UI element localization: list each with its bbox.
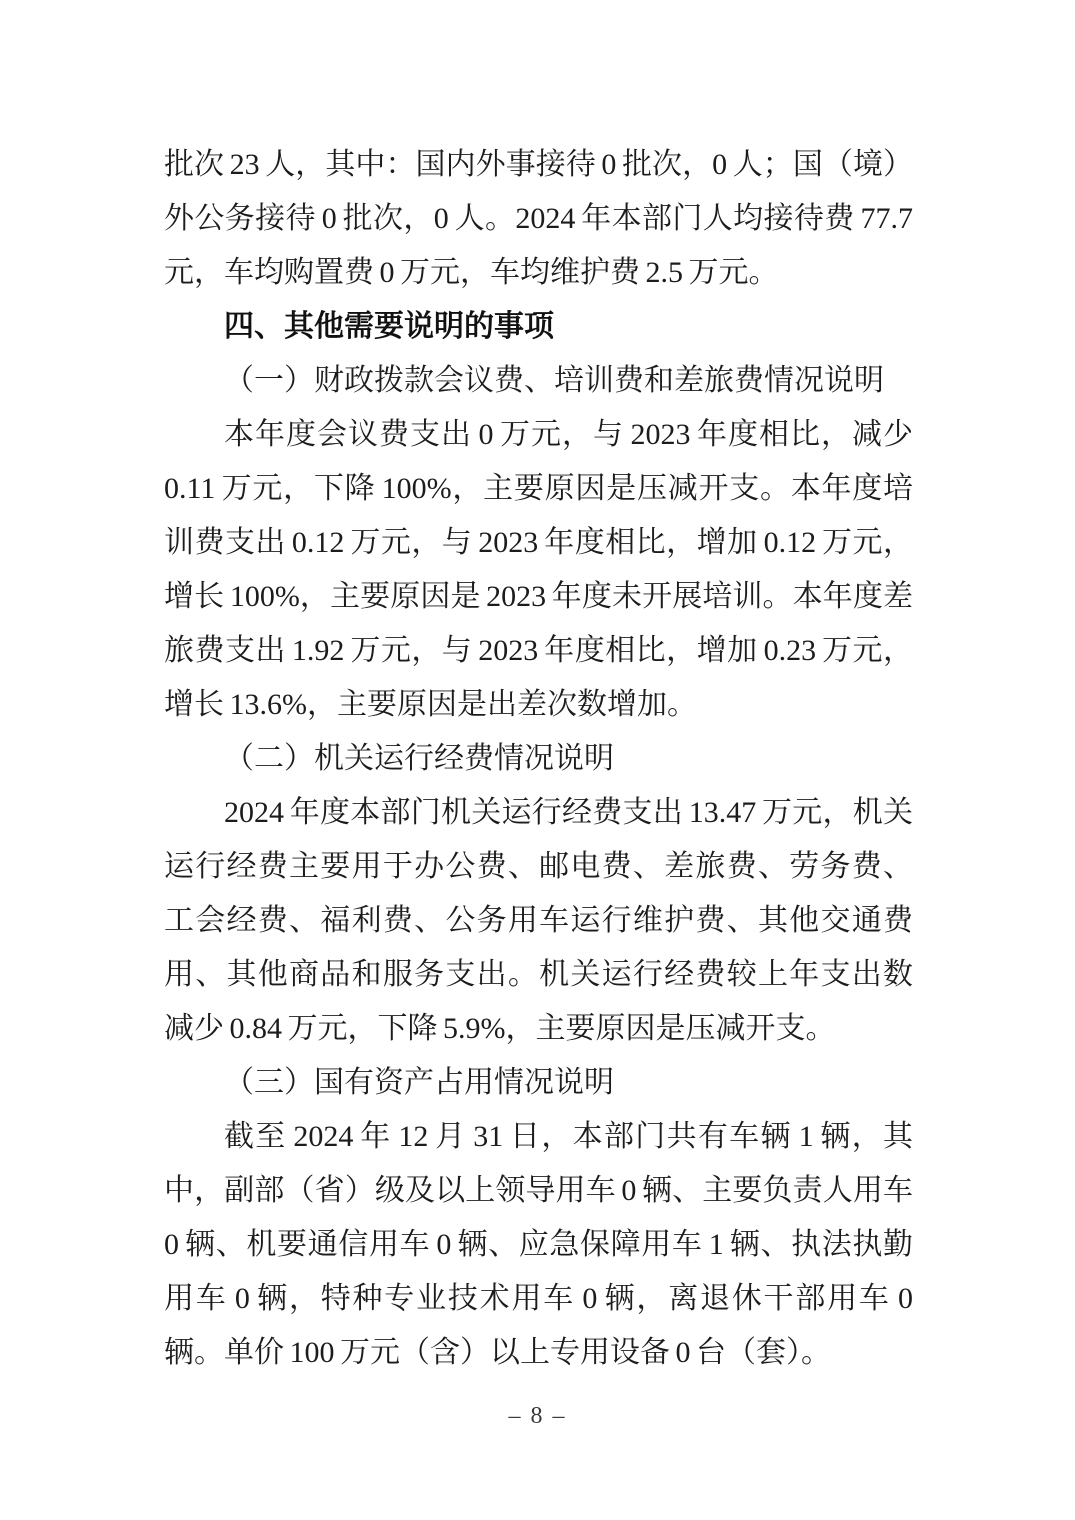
page-number: – 8 – xyxy=(508,1403,567,1429)
subsection-heading-meeting-training-travel-fees: （一）财政拨款会议费、培训费和差旅费情况说明 xyxy=(224,364,884,397)
subsection-heading-operating-expenses: （二）机关运行经费情况说明 xyxy=(224,742,614,775)
paragraph-operating-expenses: 2024 年度本部门机关运行经费支出 13.47 万元，机关运行经费主要用于办公费、邮电费、差旅费、劳务费、工会经费、福利费、公务用车运行维护费、其他交通费用、其他商品和服务支出。机关运行经费较上年支出数减少 0.84 万元，下降 5.9%，主要原因是压减开支。 xyxy=(164,796,913,1045)
section-heading-other-matters: 四、其他需要说明的事项 xyxy=(224,310,554,343)
page-footer xyxy=(0,1398,1075,1434)
paragraph-meeting-training-travel-fees: 本年度会议费支出 0 万元，与 2023 年度相比，减少 0.11 万元，下降 100%，主要原因是压减开支。本年度培训费支出 0.12 万元，与 2023 年度相比，增加 0.12 万元，增长 100%，主要原因是 2023 年度未开展培训。本年度差旅费支出 1.92 万元，与 2023 年度相比，增加 0.23 万元，增长 13.6%，主要原因是出差次数增加。 xyxy=(164,418,913,721)
page-content xyxy=(164,138,913,1380)
paragraph-official-reception-stats: 批次 23 人，其中：国内外事接待 0 批次，0 人；国（境）外公务接待 0 批次，0 人。2024 年本部门人均接待费 77.7 元，车均购置费 0 万元，车均维护费 2.5 万元。 xyxy=(164,148,913,289)
paragraph-state-assets: 截至 2024 年 12 月 31 日，本部门共有车辆 1 辆，其中，副部（省）级及以上领导用车 0 辆、主要负责人用车 0 辆、机要通信用车 0 辆、应急保障用车 1 辆、执法执勤用车 0 辆，特种专业技术用车 0 辆，离退休干部用车 0 辆。单价 100 万元（含）以上专用设备 0 台（套）。 xyxy=(164,1120,913,1369)
subsection-heading-state-assets: （三）国有资产占用情况说明 xyxy=(224,1066,614,1099)
